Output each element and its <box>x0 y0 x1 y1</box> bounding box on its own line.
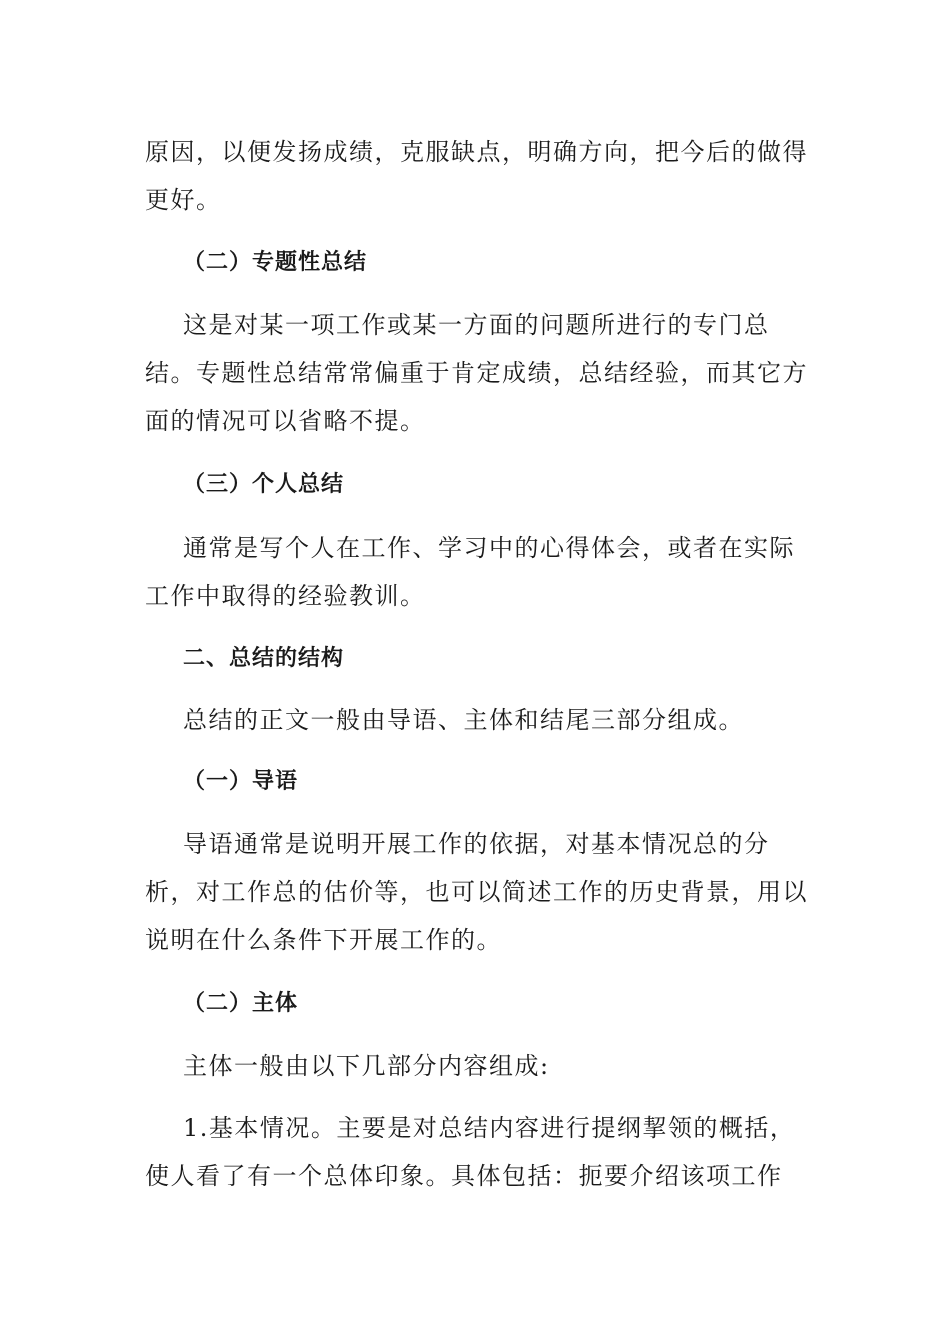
paragraph-basic-situation: 1.基本情况。主要是对总结内容进行提纲挈领的概括，使人看了有一个总体印象。具体包括：扼要介绍该项工作 <box>145 1114 796 1190</box>
paragraph-cause: 原因，以便发扬成绩，克服缺点，明确方向，把今后的做得更好。 <box>145 138 808 214</box>
paragraph-summary-structure: 总结的正文一般由导语、主体和结尾三部分组成。 <box>183 706 744 734</box>
paragraph-introduction: 导语通常是说明开展工作的依据，对基本情况总的分析，对工作总的估价等，也可以简述工作的历史背景，用以说明在什么条件下开展工作的。 <box>145 830 808 954</box>
paragraph-personal-summary: 通常是写个人在工作、学习中的心得体会，或者在实际工作中取得的经验教训。 <box>145 534 795 610</box>
heading-summary-structure: 二、总结的结构 <box>183 646 345 671</box>
heading-topical-summary: （二）专题性总结 <box>183 250 368 275</box>
paragraph-topical-summary: 这是对某一项工作或某一方面的问题所进行的专门总结。专题性总结常常偏重于肯定成绩，总结经验，而其它方面的情况可以省略不提。 <box>145 311 808 435</box>
paragraph-main-body: 主体一般由以下几部分内容组成: <box>183 1052 550 1080</box>
heading-personal-summary: （三）个人总结 <box>183 472 345 497</box>
heading-introduction: （一）导语 <box>183 769 299 794</box>
heading-main-body: （二）主体 <box>183 991 299 1016</box>
